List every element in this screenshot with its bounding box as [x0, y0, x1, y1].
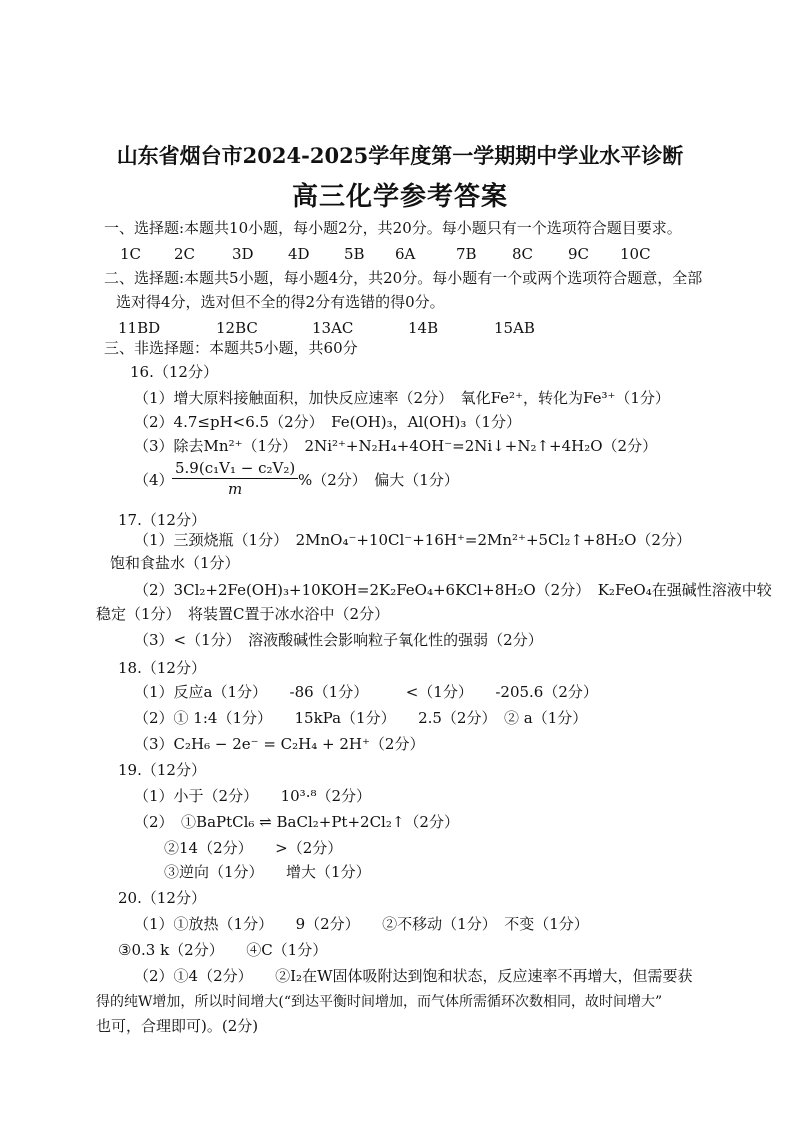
mc-answer: 8C	[512, 245, 534, 263]
question-header: 19.（12分）	[118, 761, 206, 779]
mc-answer: 13AC	[312, 319, 354, 337]
mc-answer: 6A	[395, 245, 416, 263]
answer-line: （2）3Cl₂+2Fe(OH)₃+10KOH=2K₂FeO₄+6KCl+8H₂O（2分） K₂FeO₄在强碱性溶液中较	[134, 581, 772, 599]
answer-line: ③0.3 k（2分） ④C（1分）	[118, 941, 328, 959]
answer-line: 得的纯W增加，所以时间增大(“到达平衡时间增加，而气体所需循环次数相同，故时间增大”	[96, 994, 663, 1010]
fraction-denominator: m	[227, 480, 243, 498]
mc-answer: 7B	[456, 245, 477, 263]
answer-line: （2） ①BaPtCl₆ ⇌ BaCl₂+Pt+2Cl₂↑（2分）	[134, 813, 459, 831]
answer-line: （1）反应a（1分） -86（1分） <（1分） -205.6（2分）	[134, 683, 598, 701]
answer-line: 稳定（1分） 将装置C置于冰水浴中（2分）	[96, 605, 390, 623]
question-header: 16.（12分）	[130, 363, 218, 381]
mc-answer: 4D	[288, 245, 310, 263]
answer-line: %（2分） 偏大（1分）	[298, 471, 459, 489]
mc-answer: 3D	[232, 245, 254, 263]
answer-line: （2）①4（2分） ②I₂在W固体吸附达到饱和状态，反应速率不再增大，但需要获	[134, 967, 693, 985]
answer-line: 饱和食盐水（1分）	[110, 554, 240, 572]
mc-answer: 15AB	[494, 319, 535, 337]
answer-line: （1）增大原料接触面积，加快反应速率（2分） 氧化Fe²⁺，转化为Fe³⁺（1分）	[134, 389, 670, 407]
section3-header: 三、非选择题：本题共5小题，共60分	[104, 339, 358, 357]
mc-answer: 1C	[120, 245, 142, 263]
answer-line: （3）<（1分） 溶液酸碱性会影响粒子氧化性的强弱（2分）	[134, 631, 543, 649]
answer-line-label: （4）	[134, 471, 174, 489]
mc-answer: 11BD	[118, 319, 161, 337]
answer-line: （2）4.7≤pH<6.5（2分） Fe(OH)₃，Al(OH)₃（1分）	[134, 413, 521, 431]
document-title: 山东省烟台市2024-2025学年度第一学期期中学业水平诊断	[116, 143, 684, 168]
answer-line: （1）①放热（1分） 9（2分） ②不移动（1分） 不变（1分）	[134, 915, 589, 933]
section1-header: 一、选择题:本题共10小题，每小题2分，共20分。每小题只有一个选项符合题目要求。	[104, 219, 682, 237]
mc-answer: 10C	[620, 245, 651, 263]
answer-line: （3）除去Mn²⁺（1分） 2Ni²⁺+N₂H₄+4OH⁻=2Ni↓+N₂↑+4H₂O（2分）	[134, 437, 658, 455]
mc-answer: 2C	[174, 245, 196, 263]
answer-line: ②14（2分） >（2分）	[164, 839, 343, 857]
fraction-numerator: 5.9(c₁V₁ − c₂V₂)	[172, 458, 298, 479]
fraction-expression	[172, 458, 298, 499]
section2-header: 二、选择题:本题共5小题，每小题4分，共20分。每小题有一个或两个选项符合题意，全部	[104, 269, 703, 287]
question-header: 17.（12分）	[118, 511, 206, 529]
answer-line: （2）① 1:4（1分） 15kPa（1分） 2.5（2分） ② a（1分）	[134, 709, 588, 727]
mc-answer: 9C	[568, 245, 590, 263]
mc-answer: 12BC	[216, 319, 258, 337]
document-subtitle: 高三化学参考答案	[291, 182, 508, 212]
question-header: 18.（12分）	[118, 659, 206, 677]
section2-header-cont: 选对得4分，选对但不全的得2分有选错的得0分。	[116, 293, 445, 311]
answer-line: （1）小于（2分） 10³·⁸（2分）	[134, 787, 372, 805]
mc-answer: 5B	[344, 245, 365, 263]
answer-line: （3）C₂H₆ − 2e⁻ = C₂H₄ + 2H⁺（2分）	[134, 735, 425, 753]
question-header: 20.（12分）	[118, 889, 206, 907]
answer-line: 也可，合理即可)。(2分)	[96, 1017, 259, 1035]
mc-answer: 14B	[408, 319, 439, 337]
answer-line: （1）三颈烧瓶（1分） 2MnO₄⁻+10Cl⁻+16H⁺=2Mn²⁺+5Cl₂↑+8H₂O（2分）	[134, 531, 691, 549]
answer-line: ③逆向（1分） 增大（1分）	[164, 863, 371, 881]
